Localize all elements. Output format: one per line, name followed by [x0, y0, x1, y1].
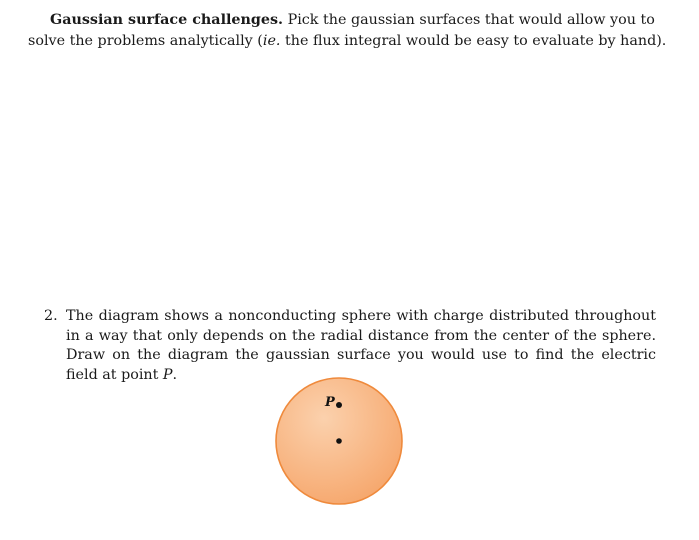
problem-point-label: P [162, 366, 173, 383]
point-p-label: P [325, 395, 335, 410]
intro-ie: ie. [262, 33, 281, 49]
intro-text-before-ie: Pick the gaussian surfaces that would allow you to solve the problems analytically ( [28, 12, 655, 49]
intro-paragraph [28, 10, 668, 52]
sphere-diagram[interactable] [270, 374, 410, 514]
point-p-dot[interactable] [336, 402, 342, 408]
sphere-center-dot [336, 438, 342, 444]
problem-number: 2. [44, 308, 58, 324]
intro-heading: Gaussian surface challenges. [50, 12, 284, 28]
intro-text-after-ie: the flux integral would be easy to evaluate by hand). [280, 33, 667, 49]
problem-text-main: The diagram shows a nonconducting sphere with charge distributed throughout in a way that only depends on the radial distance from the center of the sphere. Draw on the diagram the gaussian surface you would use to find the electric field at point [66, 308, 656, 383]
problem-text-end: . [172, 366, 178, 383]
